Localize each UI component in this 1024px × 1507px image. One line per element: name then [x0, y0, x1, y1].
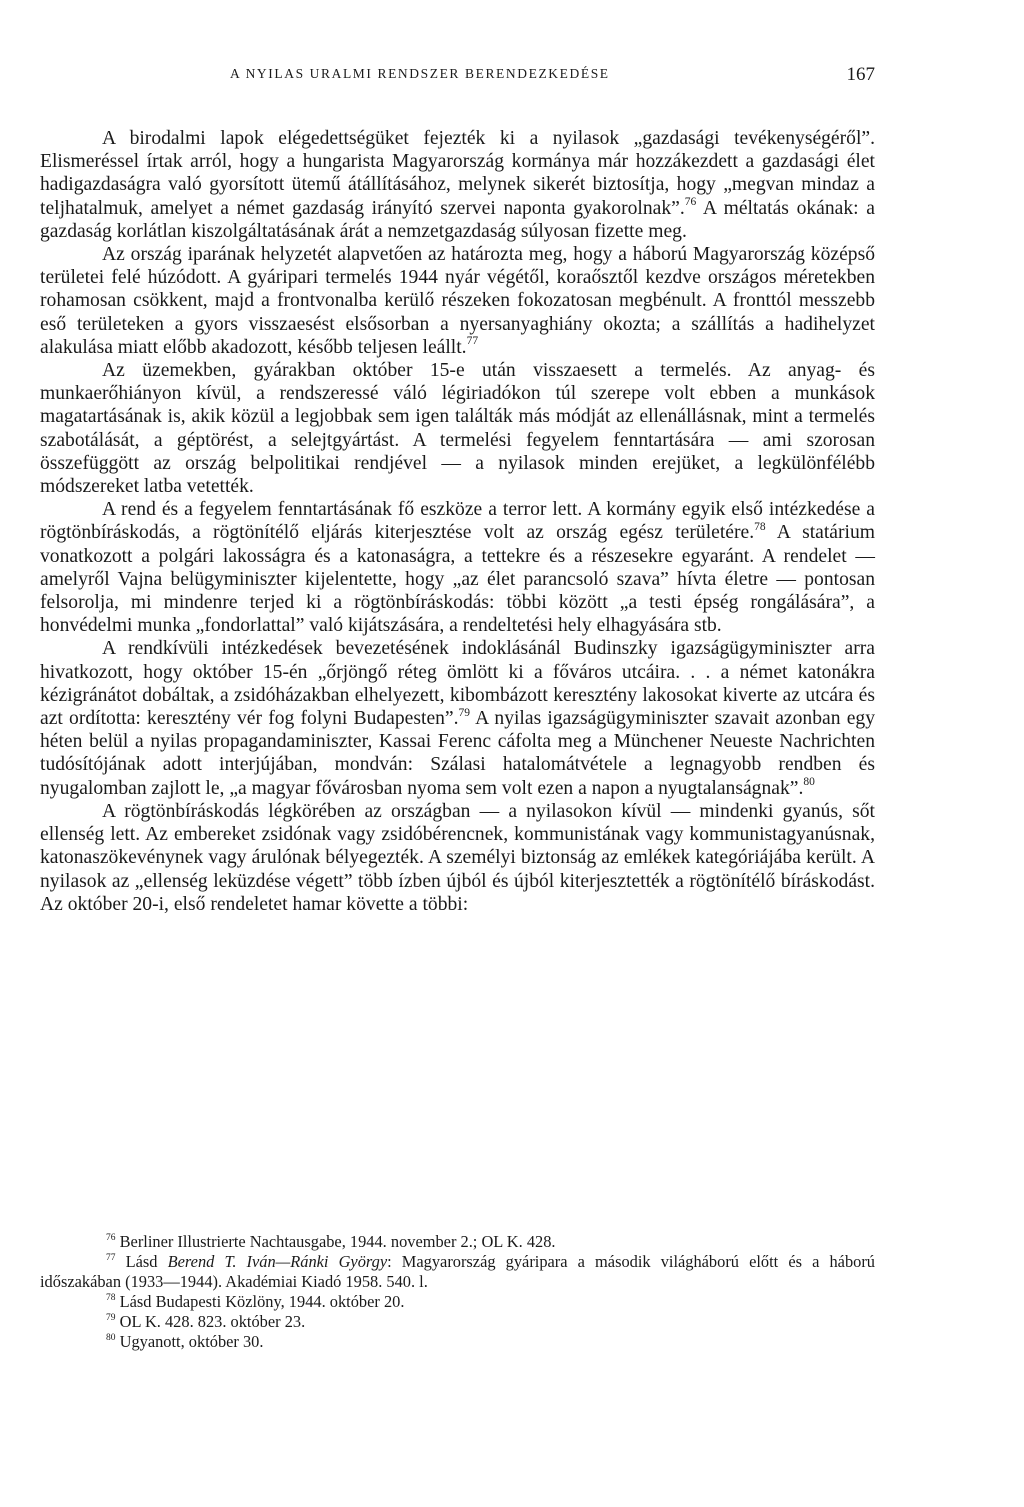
paragraph-text: A méltatás okának: a gazdaság korlátlan kiszolgáltatásának árát a nemzetgazdaság súlyosan fizette meg.	[40, 197, 875, 242]
paragraph-text: A rendkívüli intézkedések bevezetésének indoklásánál Budinszky igazságügyminiszter arra hivatkozott, hogy október 15-én „őrjöngő réteg ömlött ki a főváros utcáira. . . a német katonákra kézigránátot dobáltak, a zsidóházakban elhelyezett, kibombázott keresztény lakosokat kiverte az utcára és azt ordította: keresztény vér fog folyni Budapesten”.	[40, 638, 875, 730]
footnote-number: 80	[106, 1332, 116, 1343]
footnote-ref: 77	[466, 335, 479, 348]
paragraph	[40, 498, 875, 637]
page-header	[40, 66, 875, 92]
footnote-ref: 78	[754, 520, 766, 533]
page-number: 167	[846, 64, 875, 85]
footnote-text: Berliner Illustrierte Nachtausgabe, 1944. november 2.; OL K. 428.	[119, 1232, 556, 1251]
paragraph-text: A rend és a fegyelem fenntartásának fő eszköze a terror lett. A kormány egyik első intézkedése a rögtönbíráskodás, a rögtönítélő eljárás kiterjesztése volt az ország egész területére.	[40, 499, 875, 544]
footnote-number: 78	[106, 1292, 116, 1303]
footnote-ref: 76	[684, 196, 697, 209]
footnote	[40, 1292, 875, 1312]
footnote-number: 79	[106, 1312, 116, 1323]
footnote	[40, 1312, 875, 1332]
paragraph	[40, 243, 875, 359]
paragraph-text: A rögtönbíráskodás légkörében az országban — a nyilasokon kívül — mindenki gyanús, sőt ellenség lett. Az embereket zsidónak vagy zsidóbérencnek, kommunistának vagy kommunistagyanúsnak, katonaszökevénynek vagy árulónak bélyegezték. A személyi biztonság az emlékek kategóriájába került. A nyilasok az „ellenség leküzdése végett” több ízben újból és újból kiterjesztették a rögtönítélő bíráskodást. Az október 20-i, első rendeletet hamar követte a többi:	[40, 800, 875, 915]
paragraph-text: A nyilas igazságügyminiszter szavait azonban egy héten belül a nyilas propagandaminiszter, Kassai Ferenc cáfolta meg a Münchener Neueste Nachrichten tudósítójának adott interjújában, mondván: Szálasi hatalomátvétele a legnagyobb rendben és nyugalomban zajlott le, „a magyar fővárosban nyoma sem volt ezen a napon a nyugtalanságnak”.	[40, 708, 875, 799]
paragraph-text: Az ország iparának helyzetét alapvetően az határozta meg, hogy a háború Magyarország középső területei felé húzódott. A gyáripari termelés 1944 nyár végétől, koraősztől kezdve országos méretekben rohamosan csökkent, majd a frontvonalba kerülő részeken fokozatosan megbénult. A fronttól messzebb eső területeken a gyors visszaesést elsősorban a nyersanyaghiány okozta; a szállítás a hadihelyzet alakulása miatt előbb akadozott, később teljesen leállt.	[40, 244, 875, 358]
footnote-ref: 80	[803, 776, 815, 789]
footnote	[40, 1232, 875, 1252]
paragraph	[40, 800, 875, 916]
footnote-text: Lásd Budapesti Közlöny, 1944. október 20.	[119, 1292, 405, 1311]
footnote-number: 77	[106, 1252, 116, 1263]
paragraph-text: A statárium vonatkozott a polgári lakosságra és a katonaságra, a tettekre és a részesekre egyaránt. A rendelet — amelyről Vajna belügyminiszter kijelentette, hogy „az élet parancsoló szava” hívta életre — pontosan felsorolja, mi mindenre terjed ki a rögtönbíráskodás: többi között „a testi épség rongálására”, a honvédelmi munka „fondorlattal” való kijátszására, a rendeltetési hely elhagyására stb.	[40, 522, 876, 637]
paragraph-text: A birodalmi lapok elégedettségüket fejezték ki a nyilasok „gazdasági tevékenységéről”. Elismeréssel írtak arról, hogy a hungarista Magyarország kormánya már hozzákezdett a gazdasági élet hadigazdaságra való gyorsított ütemű átállításához, melynek sikerét biztosítja, hogy „megvan mindaz a teljhatalmuk, amelyet a német gazdaság irányító szervei naponta gyakorolnak”.	[40, 128, 875, 219]
footnote-text: Lásd	[125, 1252, 168, 1271]
running-title: A NYILAS URALMI RENDSZER BERENDEZKEDÉSE	[230, 66, 610, 81]
footnote	[40, 1332, 875, 1352]
footnote	[40, 1252, 875, 1292]
paragraph	[40, 127, 875, 243]
footnote-number: 76	[106, 1232, 116, 1243]
body-text	[40, 127, 875, 916]
footnote-authors: Berend T. Iván—Ránki György	[167, 1252, 388, 1271]
footnote-text: : Magyarország gyáripara a második világháború előtt és a háború időszakában (1933—1944). Akadémiai Kiadó 1958. 540. l.	[40, 1252, 875, 1291]
footnote-ref: 79	[458, 706, 471, 719]
footnotes	[40, 1232, 875, 1352]
footnote-text: OL K. 428. 823. október 23.	[119, 1312, 306, 1331]
paragraph	[40, 359, 875, 498]
paragraph-text: Az üzemekben, gyárakban október 15-e után visszaesett a termelés. Az anyag- és munkaerőhiányon kívül, a rendszeressé váló légiriadókon túl szerepe volt ebben a munkások magatartásának is, akik közül a legjobbak sem igen találták más módját az ellenállásnak, mint a termelés szabotálását, a géptörést, a selejtgyártást. A termelési fegyelem fenntartására — ami szorosan összefüggött az ország belpolitikai rendjével — a nyilasok minden erejüket, a legkülönfélébb módszereket latba vetették.	[40, 360, 875, 498]
footnote-text: Ugyanott, október 30.	[119, 1332, 264, 1351]
paragraph	[40, 637, 875, 799]
